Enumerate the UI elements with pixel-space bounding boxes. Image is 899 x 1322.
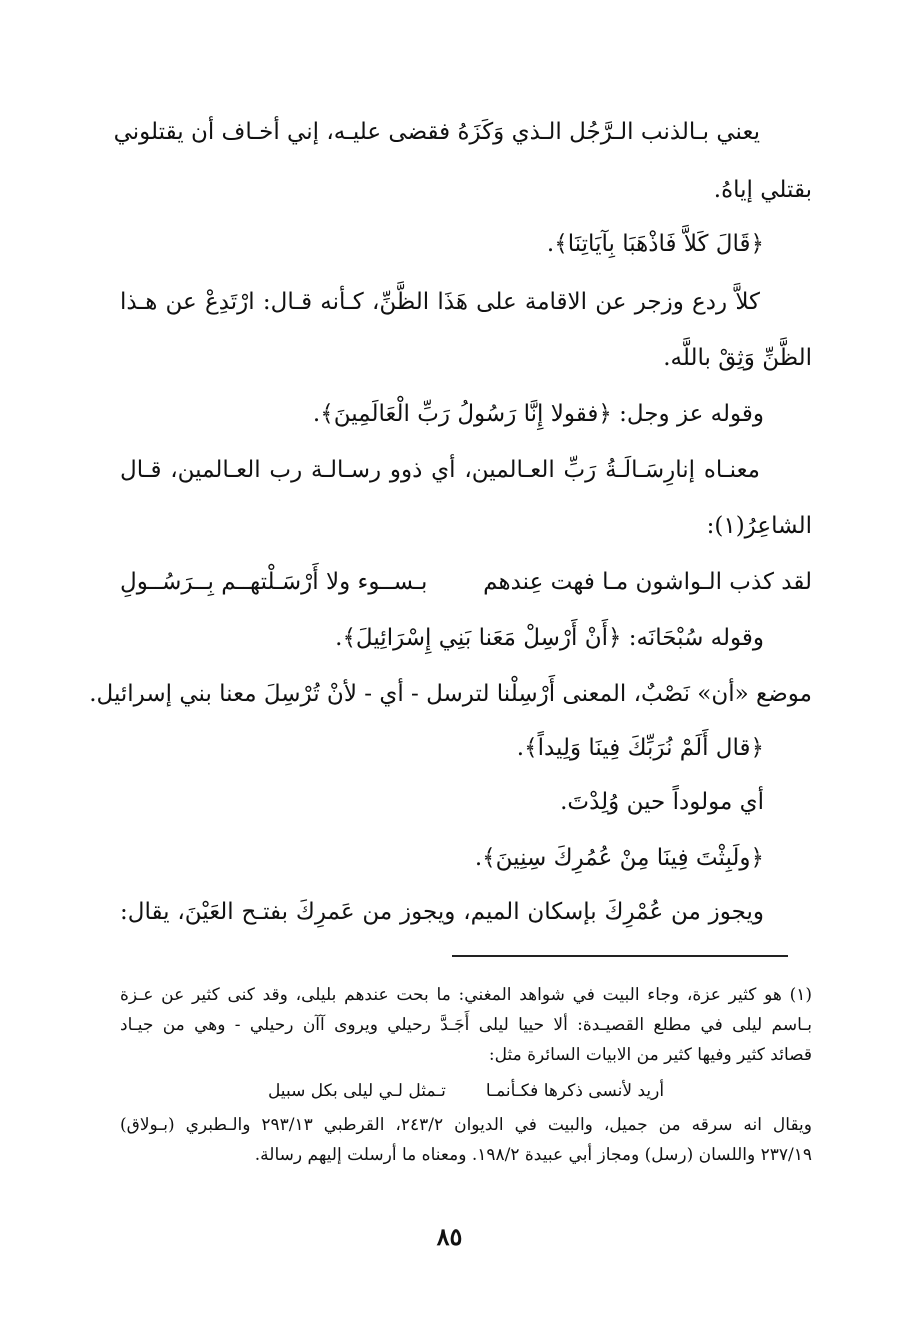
text-line: كلاَّ ردع وزجر عن الاقامة على هَذَا الظَّنِّ، كـأنه قـال: ارْتَدِعْ عن هـذا (120, 289, 760, 315)
footnote-line: ٢٣٧/١٩ واللسان (رسل) ومجاز أبي عبيدة ١٩٨/٢. ومعناه ما أرسلت إليهم رسالة. (254, 1145, 812, 1165)
text-line: أي مولوداً حين وُلِدْتَ. (560, 789, 764, 815)
text-line: ويجوز من عُمْرِكَ بإسكان الميم، ويجوز من عَمرِكَ بفتـح العَيْنَ، يقال: (120, 899, 764, 925)
footnote-line: بـاسم ليلى في مطلع القصيـدة: ألا حييا ليلى أَجَـدَّ رحيلي ويروى آآن رحيلي - وهي من جيـاد (120, 1015, 812, 1035)
footnote-verse (120, 1076, 812, 1106)
footnote-line: (١) هو كثير عزة، وجاء البيت في شواهد المغني: ما بحت عندهم بليلى، وقد كنى كثير عن عـزة (120, 985, 812, 1005)
text-line: معنـاه إنارِسَـالَـةُ رَبِّ العـالمين، أي ذوو رسـالـة رب العـالمين، قـال (120, 457, 760, 483)
quran-verse: ﴿قال أَلَمْ نُرَبِّكَ فِينَا وَلِيداً﴾. (516, 735, 764, 761)
text-line: يعني بـالذنب الـرَّجُل الـذي وَكَزَهُ فقضى عليـه، إني أخـاف أن يقتلوني (113, 119, 760, 145)
footnote-line: ويقال انه سرقه من جميل، والبيت في الديوان ٢٤٣/٢، القرطبي ٢٩٣/١٣ والـطبري (بـولاق) (120, 1115, 812, 1135)
verse-first-hemistich: لقد كذب الـواشون مـا فهت عِندهم (483, 569, 812, 595)
footnote-verse-second: تـمثل لـي ليلى بكل سبيل (267, 1081, 446, 1101)
footnote-verse-first: أريد لأنسى ذكرها فكـأنمـا (485, 1081, 665, 1101)
quran-verse: ﴿ولَبِثْتَ فِينَا مِنْ عُمُرِكَ سِنِينَ﴾. (474, 845, 764, 871)
verse-second-hemistich: بـســوء ولا أَرْسَـلْتهــم بِــرَسُــولِ (120, 569, 428, 595)
quran-verse: ﴿قَالَ كَلاَّ فَاذْهَبَا بِآيَاتِنَا﴾. (546, 231, 764, 257)
footnote-line: قصائد كثير وفيها كثير من الابيات السائرة مثل: (488, 1045, 812, 1065)
text-line: الظَّنِّ وَثِقْ باللَّه. (663, 345, 812, 371)
text-line: بقتلي إياهُ. (713, 177, 812, 203)
footnote-separator (452, 955, 788, 957)
text-line: موضع «أن» نَصْبٌ، المعنى أَرْسِلْنا لترسل - أي - لأنْ تُرْسِلَ معنا بني إسرائيل. (89, 681, 812, 707)
text-line: وقوله عز وجل: ﴿فقولا إِنَّا رَسُولُ رَبِّ الْعَالَمِينَ﴾. (312, 401, 764, 427)
text-line: الشاعِرُ(١): (706, 513, 812, 539)
page-number: ٨٥ (436, 1222, 463, 1251)
text-line: وقوله سُبْحَانَه: ﴿أَنْ أَرْسِلْ مَعَنا بَنِي إِسْرَائِيلَ﴾. (335, 625, 764, 651)
poem-verse (120, 562, 812, 602)
